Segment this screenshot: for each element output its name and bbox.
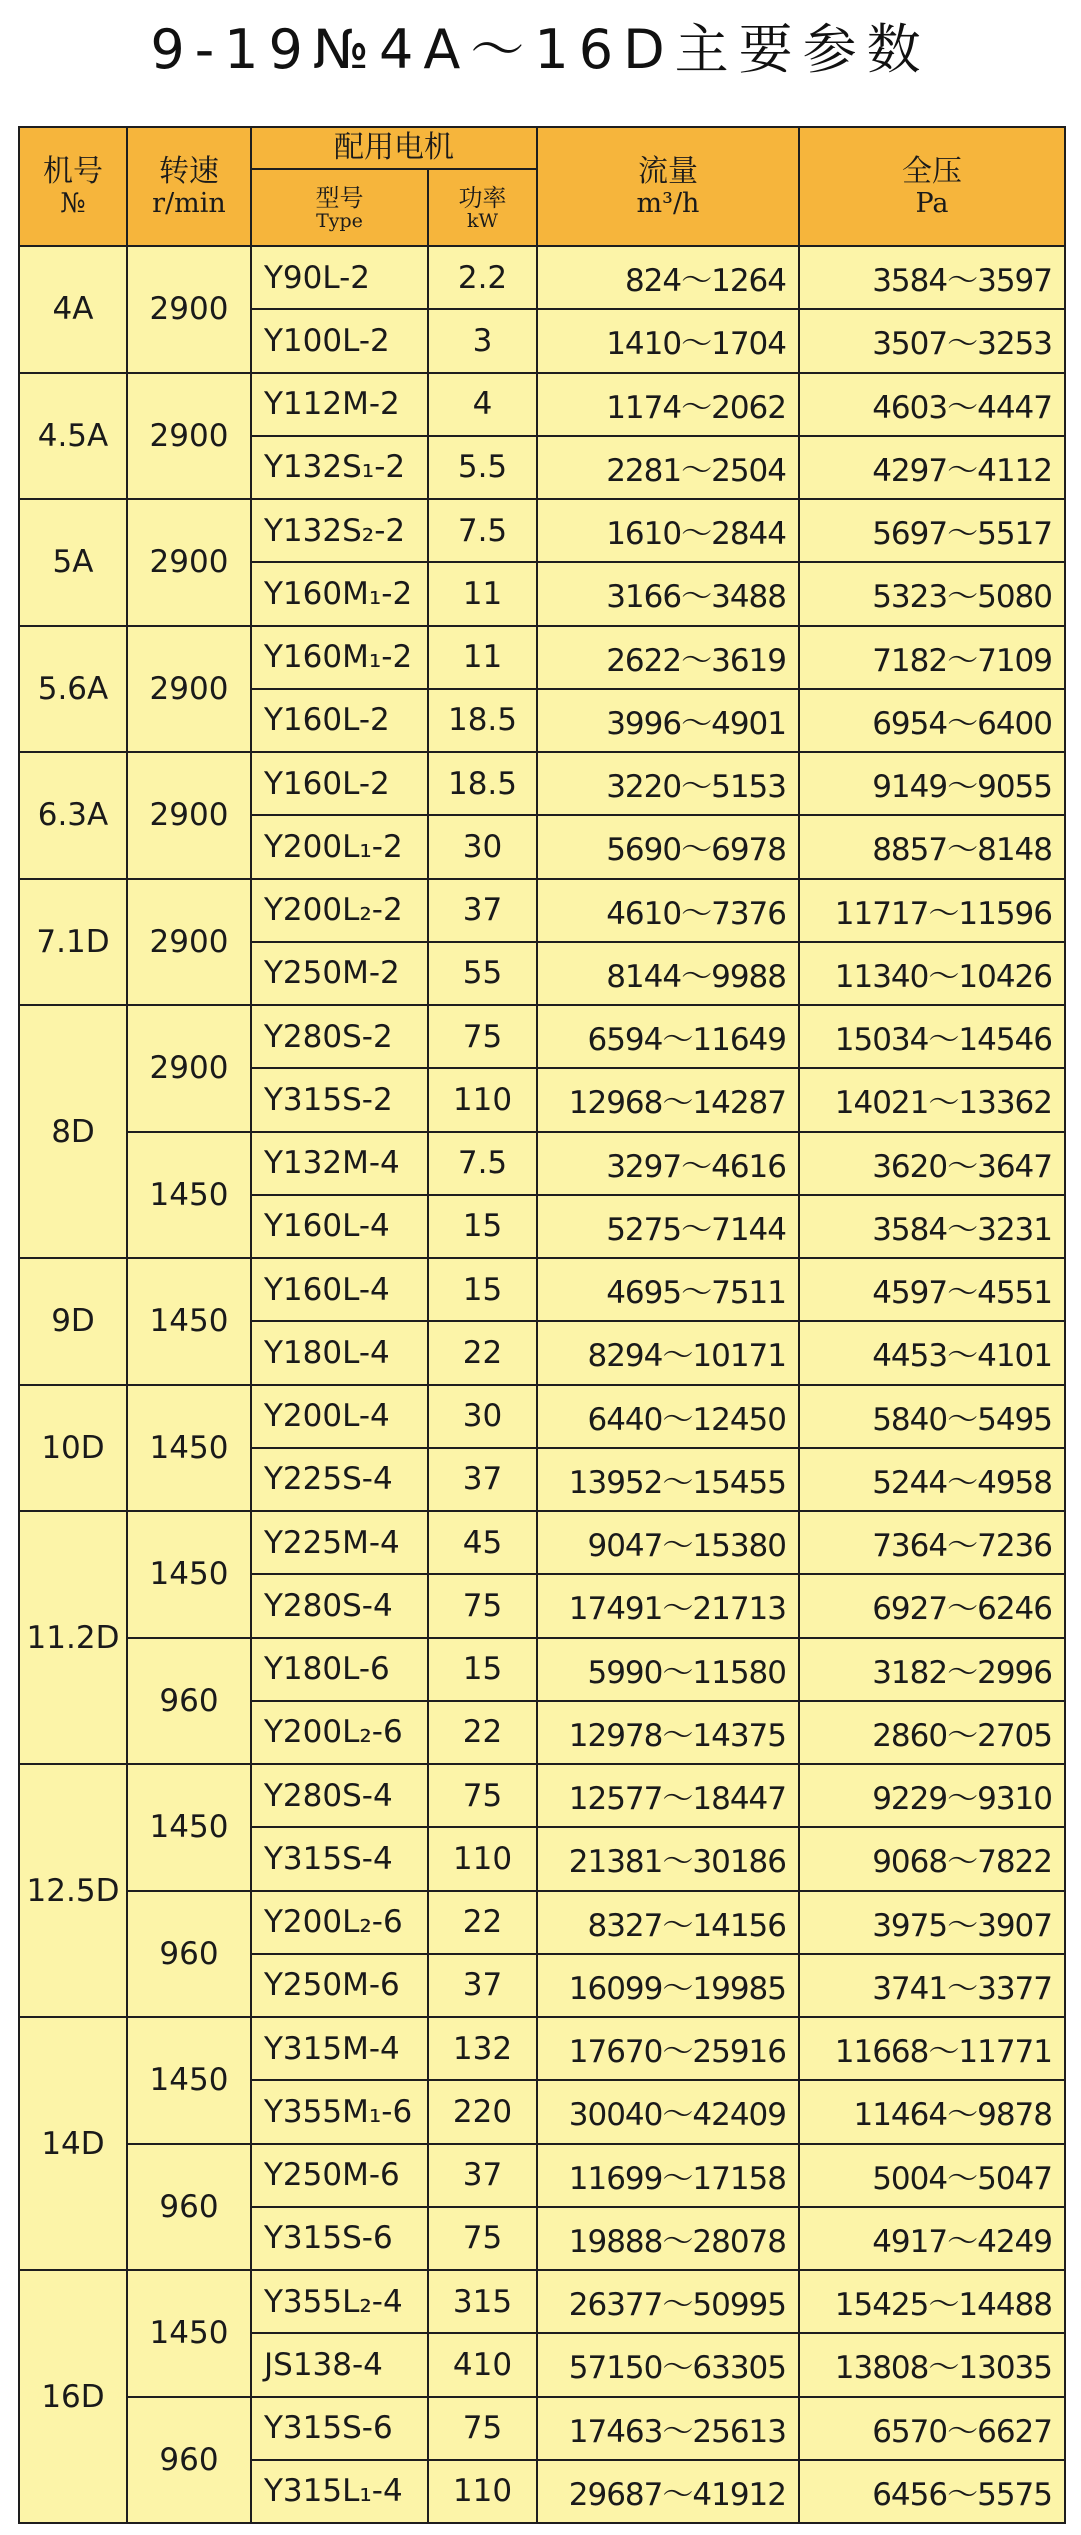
pressure-cell: 11340～10426 — [799, 942, 1065, 1005]
pressure-cell: 4917～4249 — [799, 2207, 1065, 2270]
pressure-cell: 3584～3231 — [799, 1195, 1065, 1258]
pressure-cell: 5004～5047 — [799, 2144, 1065, 2207]
power-cell: 15 — [428, 1638, 537, 1701]
table-row — [19, 499, 1065, 562]
speed-cell: 960 — [127, 1638, 251, 1765]
flow-cell: 2622～3619 — [537, 626, 799, 689]
pressure-cell: 7182～7109 — [799, 626, 1065, 689]
table-row — [19, 1132, 1065, 1195]
header-speed-cn: 转速 — [159, 153, 219, 189]
pressure-cell: 15425～14488 — [799, 2270, 1065, 2333]
flow-cell: 2281～2504 — [537, 436, 799, 499]
pressure-cell: 3507～3253 — [799, 309, 1065, 372]
motor-type-cell: Y100L-2 — [251, 309, 428, 372]
power-cell: 75 — [428, 1764, 537, 1827]
table-row — [19, 246, 1065, 309]
header-speed — [127, 127, 251, 246]
flow-cell: 3166～3488 — [537, 562, 799, 625]
pressure-cell: 4297～4112 — [799, 436, 1065, 499]
table-row — [19, 879, 1065, 942]
flow-cell: 1610～2844 — [537, 499, 799, 562]
motor-type-cell: Y315L₁-4 — [251, 2460, 428, 2523]
power-cell: 75 — [428, 2207, 537, 2270]
motor-type-cell: Y315M-4 — [251, 2017, 428, 2080]
machine-cell: 10D — [19, 1385, 127, 1512]
power-cell: 55 — [428, 942, 537, 1005]
pressure-cell: 6927～6246 — [799, 1574, 1065, 1637]
parameter-table — [18, 126, 1066, 2524]
flow-cell: 12577～18447 — [537, 1764, 799, 1827]
flow-cell: 5690～6978 — [537, 815, 799, 878]
motor-type-cell: Y132S₂-2 — [251, 499, 428, 562]
speed-cell: 1450 — [127, 2270, 251, 2397]
machine-cell: 9D — [19, 1258, 127, 1385]
power-cell: 37 — [428, 2144, 537, 2207]
motor-type-cell: Y90L-2 — [251, 246, 428, 309]
machine-cell: 5A — [19, 499, 127, 626]
flow-cell: 3996～4901 — [537, 689, 799, 752]
pressure-cell: 6954～6400 — [799, 689, 1065, 752]
motor-type-cell: Y355L₂-4 — [251, 2270, 428, 2333]
speed-cell: 960 — [127, 2144, 251, 2271]
power-cell: 110 — [428, 2460, 537, 2523]
motor-type-cell: Y132S₁-2 — [251, 436, 428, 499]
pressure-cell: 3620～3647 — [799, 1132, 1065, 1195]
pressure-cell: 6456～5575 — [799, 2460, 1065, 2523]
flow-cell: 8294～10171 — [537, 1321, 799, 1384]
power-cell: 7.5 — [428, 499, 537, 562]
machine-cell: 7.1D — [19, 879, 127, 1006]
speed-cell: 1450 — [127, 1385, 251, 1512]
machine-cell: 14D — [19, 2017, 127, 2270]
flow-cell: 11699～17158 — [537, 2144, 799, 2207]
pressure-cell: 6570～6627 — [799, 2397, 1065, 2460]
flow-cell: 17463～25613 — [537, 2397, 799, 2460]
flow-cell: 30040～42409 — [537, 2080, 799, 2143]
header-pressure-en: Pa — [915, 187, 949, 219]
header-type-en: Type — [316, 209, 363, 232]
flow-cell: 3297～4616 — [537, 1132, 799, 1195]
power-cell: 4 — [428, 373, 537, 436]
table-row — [19, 2397, 1065, 2460]
motor-type-cell: Y280S-4 — [251, 1764, 428, 1827]
table-row — [19, 2017, 1065, 2080]
flow-cell: 16099～19985 — [537, 1954, 799, 2017]
pressure-cell: 7364～7236 — [799, 1511, 1065, 1574]
speed-cell: 960 — [127, 1891, 251, 2018]
motor-type-cell: Y160M₁-2 — [251, 626, 428, 689]
speed-cell: 2900 — [127, 499, 251, 626]
speed-cell: 1450 — [127, 1764, 251, 1891]
power-cell: 15 — [428, 1258, 537, 1321]
power-cell: 75 — [428, 1005, 537, 1068]
power-cell: 110 — [428, 1827, 537, 1890]
motor-type-cell: Y250M-6 — [251, 2144, 428, 2207]
machine-cell: 4.5A — [19, 373, 127, 500]
flow-cell: 6594～11649 — [537, 1005, 799, 1068]
power-cell: 11 — [428, 626, 537, 689]
motor-type-cell: Y160L-2 — [251, 752, 428, 815]
speed-cell: 2900 — [127, 246, 251, 373]
pressure-cell: 5244～4958 — [799, 1448, 1065, 1511]
table-row — [19, 1005, 1065, 1068]
pressure-cell: 14021～13362 — [799, 1068, 1065, 1131]
pressure-cell: 11464～9878 — [799, 2080, 1065, 2143]
header-power-cn: 功率 — [458, 183, 507, 212]
motor-type-cell: Y160M₁-2 — [251, 562, 428, 625]
header-machine — [19, 127, 127, 246]
table-row — [19, 2270, 1065, 2333]
pressure-cell: 4603～4447 — [799, 373, 1065, 436]
header-motor-group-label: 配用电机 — [334, 130, 454, 165]
power-cell: 132 — [428, 2017, 537, 2080]
machine-cell: 4A — [19, 246, 127, 373]
power-cell: 11 — [428, 562, 537, 625]
speed-cell: 1450 — [127, 1511, 251, 1638]
header-power-en: kW — [466, 209, 499, 232]
flow-cell: 5275～7144 — [537, 1195, 799, 1258]
table-row — [19, 1638, 1065, 1701]
speed-cell: 2900 — [127, 373, 251, 500]
power-cell: 5.5 — [428, 436, 537, 499]
power-cell: 22 — [428, 1891, 537, 1954]
flow-cell: 3220～5153 — [537, 752, 799, 815]
flow-cell: 57150～63305 — [537, 2333, 799, 2396]
power-cell: 30 — [428, 1385, 537, 1448]
pressure-cell: 5840～5495 — [799, 1385, 1065, 1448]
pressure-cell: 4453～4101 — [799, 1321, 1065, 1384]
motor-type-cell: Y225S-4 — [251, 1448, 428, 1511]
motor-type-cell: Y250M-2 — [251, 942, 428, 1005]
pressure-cell: 3182～2996 — [799, 1638, 1065, 1701]
pressure-cell: 9149～9055 — [799, 752, 1065, 815]
flow-cell: 1174～2062 — [537, 373, 799, 436]
header-motor-group — [251, 127, 537, 169]
speed-cell: 2900 — [127, 752, 251, 879]
table-header — [19, 127, 1065, 246]
power-cell: 3 — [428, 309, 537, 372]
page-title: 9-19№4A～16D主要参数 — [150, 18, 931, 81]
power-cell: 18.5 — [428, 752, 537, 815]
table-row — [19, 1891, 1065, 1954]
power-cell: 15 — [428, 1195, 537, 1258]
motor-type-cell: Y180L-4 — [251, 1321, 428, 1384]
header-machine-cn: 机号 — [43, 153, 103, 189]
table-body — [19, 246, 1065, 2523]
pressure-cell: 9068～7822 — [799, 1827, 1065, 1890]
header-pressure — [799, 127, 1065, 246]
header-flow-en: m³/h — [636, 187, 700, 219]
motor-type-cell: Y225M-4 — [251, 1511, 428, 1574]
pressure-cell: 15034～14546 — [799, 1005, 1065, 1068]
motor-type-cell: Y160L-4 — [251, 1195, 428, 1258]
flow-cell: 17670～25916 — [537, 2017, 799, 2080]
power-cell: 18.5 — [428, 689, 537, 752]
speed-cell: 960 — [127, 2397, 251, 2524]
header-pressure-cn: 全压 — [902, 153, 962, 189]
motor-type-cell: Y200L₁-2 — [251, 815, 428, 878]
table-row — [19, 626, 1065, 689]
pressure-cell: 13808～13035 — [799, 2333, 1065, 2396]
motor-type-cell: Y315S-4 — [251, 1827, 428, 1890]
pressure-cell: 11668～11771 — [799, 2017, 1065, 2080]
motor-type-cell: Y315S-6 — [251, 2207, 428, 2270]
power-cell: 110 — [428, 1068, 537, 1131]
speed-cell: 2900 — [127, 626, 251, 753]
power-cell: 30 — [428, 815, 537, 878]
machine-cell: 8D — [19, 1005, 127, 1258]
table-row — [19, 1511, 1065, 1574]
motor-type-cell: Y112M-2 — [251, 373, 428, 436]
machine-cell: 12.5D — [19, 1764, 127, 2017]
flow-cell: 21381～30186 — [537, 1827, 799, 1890]
machine-cell: 5.6A — [19, 626, 127, 753]
flow-cell: 19888～28078 — [537, 2207, 799, 2270]
flow-cell: 13952～15455 — [537, 1448, 799, 1511]
machine-cell: 6.3A — [19, 752, 127, 879]
motor-type-cell: Y200L₂-6 — [251, 1701, 428, 1764]
speed-cell: 1450 — [127, 1258, 251, 1385]
power-cell: 37 — [428, 1448, 537, 1511]
motor-type-cell: Y315S-2 — [251, 1068, 428, 1131]
table-row — [19, 373, 1065, 436]
pressure-cell: 3584～3597 — [799, 246, 1065, 309]
header-type-cn: 型号 — [315, 183, 364, 212]
flow-cell: 29687～41912 — [537, 2460, 799, 2523]
table-row — [19, 1258, 1065, 1321]
header-flow-cn: 流量 — [638, 153, 698, 189]
machine-cell: 11.2D — [19, 1511, 127, 1764]
power-cell: 37 — [428, 1954, 537, 2017]
motor-type-cell: Y355M₁-6 — [251, 2080, 428, 2143]
table-row — [19, 1764, 1065, 1827]
power-cell: 45 — [428, 1511, 537, 1574]
power-cell: 410 — [428, 2333, 537, 2396]
motor-type-cell: Y160L-4 — [251, 1258, 428, 1321]
motor-type-cell: Y200L₂-2 — [251, 879, 428, 942]
header-type — [251, 169, 428, 246]
flow-cell: 6440～12450 — [537, 1385, 799, 1448]
motor-type-cell: Y200L-4 — [251, 1385, 428, 1448]
pressure-cell: 3741～3377 — [799, 1954, 1065, 2017]
table-row — [19, 752, 1065, 815]
power-cell: 315 — [428, 2270, 537, 2333]
motor-type-cell: Y200L₂-6 — [251, 1891, 428, 1954]
power-cell: 22 — [428, 1321, 537, 1384]
pressure-cell: 2860～2705 — [799, 1701, 1065, 1764]
motor-type-cell: Y180L-6 — [251, 1638, 428, 1701]
motor-type-cell: Y280S-4 — [251, 1574, 428, 1637]
header-power — [428, 169, 537, 246]
motor-type-cell: Y280S-2 — [251, 1005, 428, 1068]
flow-cell: 17491～21713 — [537, 1574, 799, 1637]
flow-cell: 5990～11580 — [537, 1638, 799, 1701]
flow-cell: 824～1264 — [537, 246, 799, 309]
flow-cell: 8327～14156 — [537, 1891, 799, 1954]
table-row — [19, 1385, 1065, 1448]
speed-cell: 2900 — [127, 1005, 251, 1132]
power-cell: 75 — [428, 2397, 537, 2460]
flow-cell: 12978～14375 — [537, 1701, 799, 1764]
pressure-cell: 3975～3907 — [799, 1891, 1065, 1954]
header-speed-en: r/min — [152, 187, 226, 219]
header-machine-en: № — [60, 187, 86, 219]
power-cell: 37 — [428, 879, 537, 942]
machine-cell: 16D — [19, 2270, 127, 2523]
header-flow — [537, 127, 799, 246]
pressure-cell: 5323～5080 — [799, 562, 1065, 625]
flow-cell: 1410～1704 — [537, 309, 799, 372]
flow-cell: 8144～9988 — [537, 942, 799, 1005]
pressure-cell: 9229～9310 — [799, 1764, 1065, 1827]
flow-cell: 12968～14287 — [537, 1068, 799, 1131]
pressure-cell: 8857～8148 — [799, 815, 1065, 878]
speed-cell: 1450 — [127, 2017, 251, 2144]
flow-cell: 4610～7376 — [537, 879, 799, 942]
flow-cell: 9047～15380 — [537, 1511, 799, 1574]
speed-cell: 2900 — [127, 879, 251, 1006]
motor-type-cell: Y250M-6 — [251, 1954, 428, 2017]
pressure-cell: 11717～11596 — [799, 879, 1065, 942]
motor-type-cell: JS138-4 — [251, 2333, 428, 2396]
table-row — [19, 2144, 1065, 2207]
pressure-cell: 5697～5517 — [799, 499, 1065, 562]
motor-type-cell: Y315S-6 — [251, 2397, 428, 2460]
power-cell: 22 — [428, 1701, 537, 1764]
power-cell: 75 — [428, 1574, 537, 1637]
flow-cell: 4695～7511 — [537, 1258, 799, 1321]
power-cell: 220 — [428, 2080, 537, 2143]
power-cell: 2.2 — [428, 246, 537, 309]
motor-type-cell: Y132M-4 — [251, 1132, 428, 1195]
flow-cell: 26377～50995 — [537, 2270, 799, 2333]
power-cell: 7.5 — [428, 1132, 537, 1195]
speed-cell: 1450 — [127, 1132, 251, 1259]
pressure-cell: 4597～4551 — [799, 1258, 1065, 1321]
motor-type-cell: Y160L-2 — [251, 689, 428, 752]
